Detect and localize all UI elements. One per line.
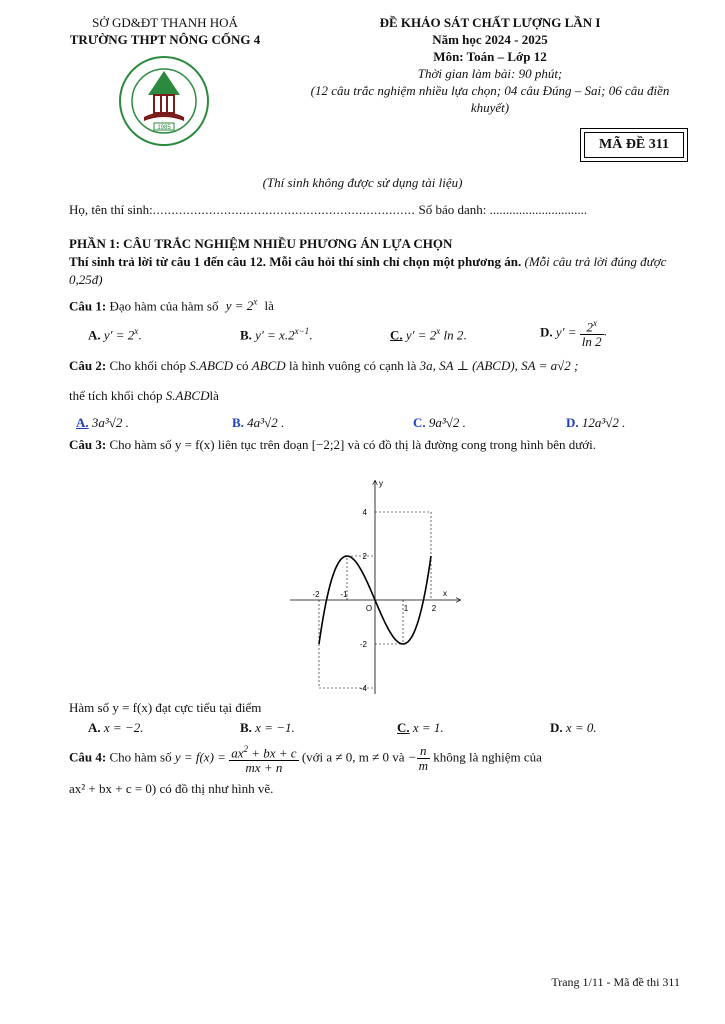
id-label: Số báo danh: [418,202,487,217]
y-axis-label: y [379,479,383,488]
q3-option-d[interactable]: D. x = 0. [550,720,597,735]
q4-stem: Câu 4: Cho hàm số y = f(x) = $\frac{ax^2 + bx + c}{mx + n}$ (với a ≠ 0, m ≠ 0 và − $\frac{n}{m}$ không là nghiệm của [69,743,542,776]
exam-title: ĐỀ KHẢO SÁT CHẤT LƯỢNG LẦN I [379,15,601,30]
q3-stem [69,436,684,454]
exam-structure: (12 câu trắc nghiệm nhiều lựa chọn; 04 câu Đúng – Sai; 06 câu điền khuyết) [310,83,670,115]
school-year: Năm học 2024 - 2025 [432,32,548,47]
q2-option-a[interactable]: A. 3a³√2 . [76,415,129,430]
q2-option-d[interactable]: D. 12a³√2 . [566,415,626,430]
q2-stem-2: thể tích khối chóp S.ABCDlà [69,388,219,403]
instruction-bold: Thí sinh trả lời từ câu 1 đến câu 12. Mỗi câu hỏi thí sinh chỉ chọn một phương án. [69,254,522,269]
student-line: Họ, tên thí sinh:...................................................................... Số báo danh: .............................. [69,202,588,217]
dept-name: SỞ GD&ĐT THANH HOÁ [92,15,238,30]
q1-tail: là [264,298,274,314]
y-tick-label: -4 [359,684,367,693]
q4-label: Câu 4: [69,749,107,765]
y-tick-label: 2 [362,552,367,561]
x-tick-label: -2 [312,590,320,599]
origin-label: O [365,604,373,613]
q3-ask: Hàm số y = f(x) đạt cực tiểu tại điểm [69,700,262,715]
q1-option-a[interactable]: A. $y' = 2^x$. [88,326,142,343]
q2-label: Câu 2: [69,358,107,373]
exam-time: Thời gian làm bài: 90 phút; [417,66,563,81]
q1-label: Câu 1: [69,298,107,314]
instruction-italic: (Mỗi câu trả lời đúng được 0,25đ) [69,254,667,287]
subject: Môn: Toán – Lớp 12 [433,49,547,64]
q3-text: Cho hàm số y = f(x) liên tục trên đoạn [−2;2] và có đồ thị là đường cong trong hình bên dưới. [109,437,597,452]
q2-option-c[interactable]: C. 9a³√2 . [413,415,466,430]
notice: (Thí sinh không được sử dụng tài liệu) [262,175,463,190]
header-right [290,14,690,116]
q3-label: Câu 3: [69,437,107,452]
q1-option-b[interactable]: B. $y' = x.2^{x-1}$. [240,326,313,343]
x-tick-label: 2 [431,604,437,613]
x-tick-label: 1 [403,604,409,613]
q3-option-a[interactable]: A. x = −2. [88,720,144,735]
q3-option-b[interactable]: B. x = −1. [240,720,295,735]
q2-option-b[interactable]: B. 4a³√2 . [232,415,285,430]
x-axis-label: x [443,589,447,598]
q1-stem: Câu 1: Đạo hàm của hàm số $y = 2^x$ là [69,297,274,314]
q1-func: y = 2 [225,298,254,314]
part1-title: PHẦN 1: CÂU TRẮC NGHIỆM NHIỀU PHƯƠNG ÁN LỰA CHỌN [69,236,453,251]
school-name: TRƯỜNG THPT NÔNG CỐNG 4 [69,32,261,47]
function-graph [285,476,465,698]
q4-stem-2: ax² + bx + c = 0) có đồ thị như hình vẽ. [69,781,274,796]
y-tick-label: 4 [362,508,367,517]
header-left [40,14,290,48]
part1-instruction [69,253,684,289]
q1-text: Đạo hàm của hàm số [109,298,219,314]
q1-option-c[interactable]: C. $y' = 2^x$ ln 2. [390,326,467,343]
q3-option-c[interactable]: C. x = 1. [397,720,444,735]
y-tick-label: -2 [359,640,367,649]
logo-year: 1985 [157,125,171,131]
school-logo [118,55,210,147]
q2-stem: Câu 2: Cho khối chóp S.ABCD có ABCD là hình vuông có cạnh là 3a, SA ⊥ (ABCD), SA = a√2 ; [69,358,579,373]
exam-code: MÃ ĐỀ 311 [584,132,684,158]
exam-code-box [580,128,688,162]
x-tick-label: -1 [340,590,348,599]
name-label: Họ, tên thí sinh: [69,202,153,217]
page-footer: Trang 1/11 - Mã đề thi 311 [551,975,680,989]
q1-option-d[interactable]: D. y′ = $\frac{2^x}{\ln 2}$ . [540,318,607,350]
